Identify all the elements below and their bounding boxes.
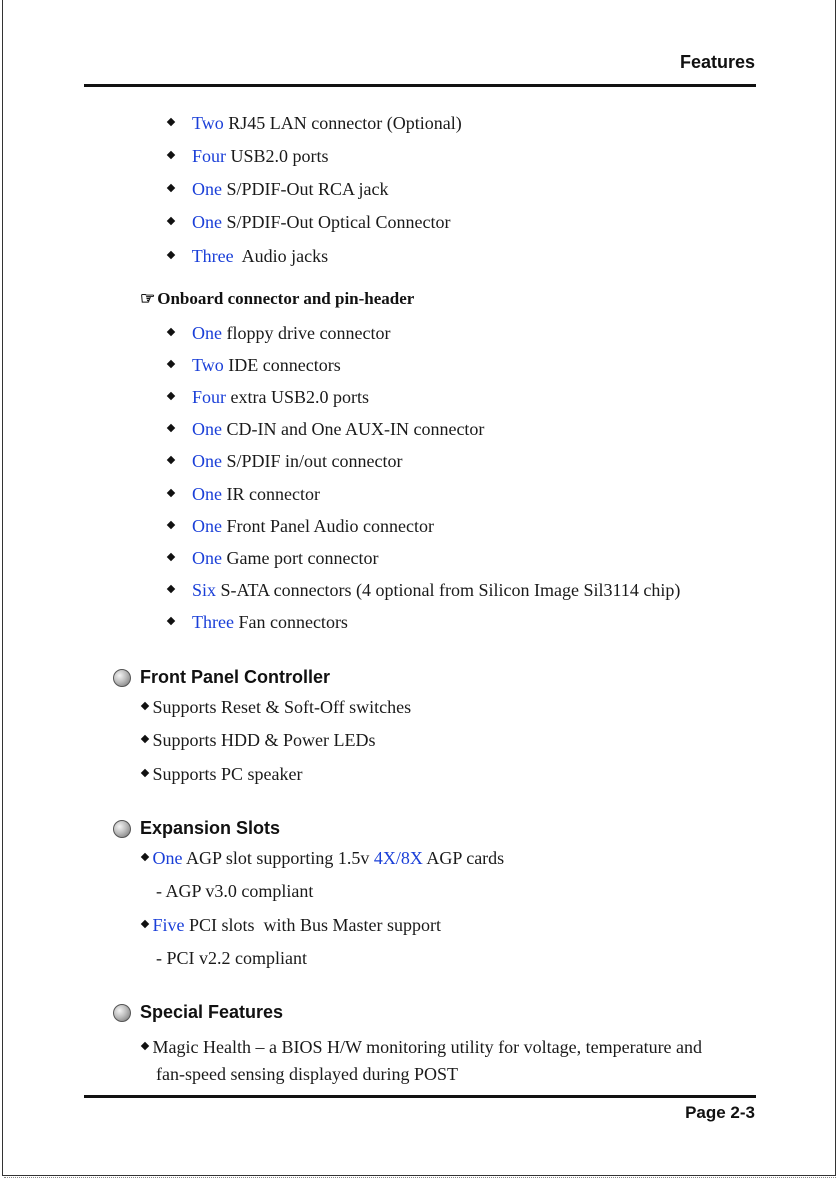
list-item: [142, 847, 504, 869]
item-text: floppy drive connector: [222, 323, 391, 343]
list-item: [142, 1036, 702, 1058]
item-text: S/PDIF-Out Optical Connector: [222, 212, 451, 232]
list-item: [142, 729, 376, 751]
diamond-bullet-icon: [141, 735, 149, 743]
item-text: Supports PC speaker: [152, 764, 303, 784]
list-item: [168, 418, 484, 440]
list-item: [168, 354, 341, 376]
diamond-bullet-icon: [167, 553, 175, 561]
item-text: AGP slot supporting 1.5v: [182, 848, 374, 868]
item-count: One: [152, 848, 183, 868]
list-item: [168, 579, 680, 601]
diamond-bullet-icon: [141, 853, 149, 861]
onboard-heading: [140, 289, 414, 309]
item-text: Audio jacks: [233, 246, 329, 266]
list-item: [168, 515, 434, 537]
item-text: RJ45 LAN connector (Optional): [223, 113, 462, 133]
list-item: [168, 386, 369, 408]
header-rule: [84, 84, 756, 87]
diamond-bullet-icon: [167, 217, 175, 225]
pci-note: - PCI v2.2 compliant: [156, 948, 307, 968]
diamond-bullet-icon: [141, 702, 149, 710]
diamond-bullet-icon: [141, 769, 149, 777]
diamond-bullet-icon: [167, 251, 175, 259]
item-text: Front Panel Audio connector: [222, 516, 434, 536]
item-count: Four: [192, 146, 227, 166]
diamond-bullet-icon: [141, 1042, 149, 1050]
item-text: Supports Reset & Soft-Off switches: [152, 697, 412, 717]
item-count: Two: [192, 113, 224, 133]
frame-bottom-border: [4, 1176, 836, 1178]
diamond-bullet-icon: [167, 184, 175, 192]
item-count: Five: [152, 915, 185, 935]
diamond-bullet-icon: [167, 521, 175, 529]
list-item: [142, 696, 411, 718]
item-text: CD-IN and One AUX-IN connector: [222, 419, 485, 439]
onboard-heading-text: Onboard connector and pin-header: [157, 289, 415, 308]
item-count: One: [192, 179, 222, 199]
section-bullet-icon: [113, 820, 131, 838]
diamond-bullet-icon: [167, 392, 175, 400]
item-text: Magic Health – a BIOS H/W monitoring utility for voltage, temperature and: [152, 1037, 703, 1057]
item-text: IDE connectors: [223, 355, 341, 375]
item-count: One: [192, 323, 222, 343]
front-panel-title: Front Panel Controller: [140, 667, 331, 687]
list-item: [168, 450, 403, 472]
list-item: [168, 112, 462, 134]
expansion-title: Expansion Slots: [140, 818, 281, 838]
list-item: [168, 145, 329, 167]
item-count: Two: [192, 355, 224, 375]
diamond-bullet-icon: [167, 489, 175, 497]
item-text: AGP cards: [422, 848, 505, 868]
item-text: PCI slots with Bus Master support: [184, 915, 442, 935]
item-text: IR connector: [222, 484, 320, 504]
agp-speed: 4X/8X: [373, 848, 423, 868]
item-count: Six: [192, 580, 217, 600]
list-item: [168, 178, 389, 200]
list-item: [168, 483, 320, 505]
page-number: Page 2-3: [685, 1103, 755, 1122]
diamond-bullet-icon: [167, 424, 175, 432]
item-text-continued: fan-speed sensing displayed during POST: [156, 1064, 458, 1084]
item-count: Three: [192, 612, 234, 632]
diamond-bullet-icon: [167, 118, 175, 126]
list-item: [168, 245, 328, 267]
diamond-bullet-icon: [167, 328, 175, 336]
agp-note: - AGP v3.0 compliant: [156, 881, 314, 901]
item-text: Supports HDD & Power LEDs: [152, 730, 376, 750]
item-text: USB2.0 ports: [226, 146, 329, 166]
page-header-title: Features: [679, 52, 755, 72]
item-text: Fan connectors: [233, 612, 348, 632]
item-text: extra USB2.0 ports: [226, 387, 370, 407]
list-item: [168, 322, 390, 344]
item-count: Four: [192, 387, 227, 407]
item-text: S/PDIF in/out connector: [222, 451, 403, 471]
section-bullet-icon: [113, 669, 131, 687]
list-item: [168, 211, 450, 233]
footer-rule: [84, 1095, 756, 1098]
list-item: [168, 547, 378, 569]
item-count: Three: [191, 246, 234, 266]
pointing-hand-icon: ☞: [140, 289, 156, 308]
diamond-bullet-icon: [141, 920, 149, 928]
diamond-bullet-icon: [167, 151, 175, 159]
list-item: [142, 763, 303, 785]
item-count: One: [192, 516, 222, 536]
item-text: S-ATA connectors (4 optional from Silicon Image Sil3114 chip): [216, 580, 681, 600]
diamond-bullet-icon: [167, 585, 175, 593]
item-count: One: [192, 484, 222, 504]
section-bullet-icon: [113, 1004, 131, 1022]
item-count: One: [192, 451, 222, 471]
item-text: Game port connector: [222, 548, 379, 568]
diamond-bullet-icon: [167, 617, 175, 625]
item-count: One: [192, 548, 222, 568]
diamond-bullet-icon: [167, 360, 175, 368]
special-title: Special Features: [140, 1002, 284, 1022]
item-count: One: [192, 419, 222, 439]
list-item: [142, 914, 441, 936]
list-item: [168, 611, 348, 633]
item-count: One: [192, 212, 222, 232]
diamond-bullet-icon: [167, 456, 175, 464]
item-text: S/PDIF-Out RCA jack: [222, 179, 389, 199]
